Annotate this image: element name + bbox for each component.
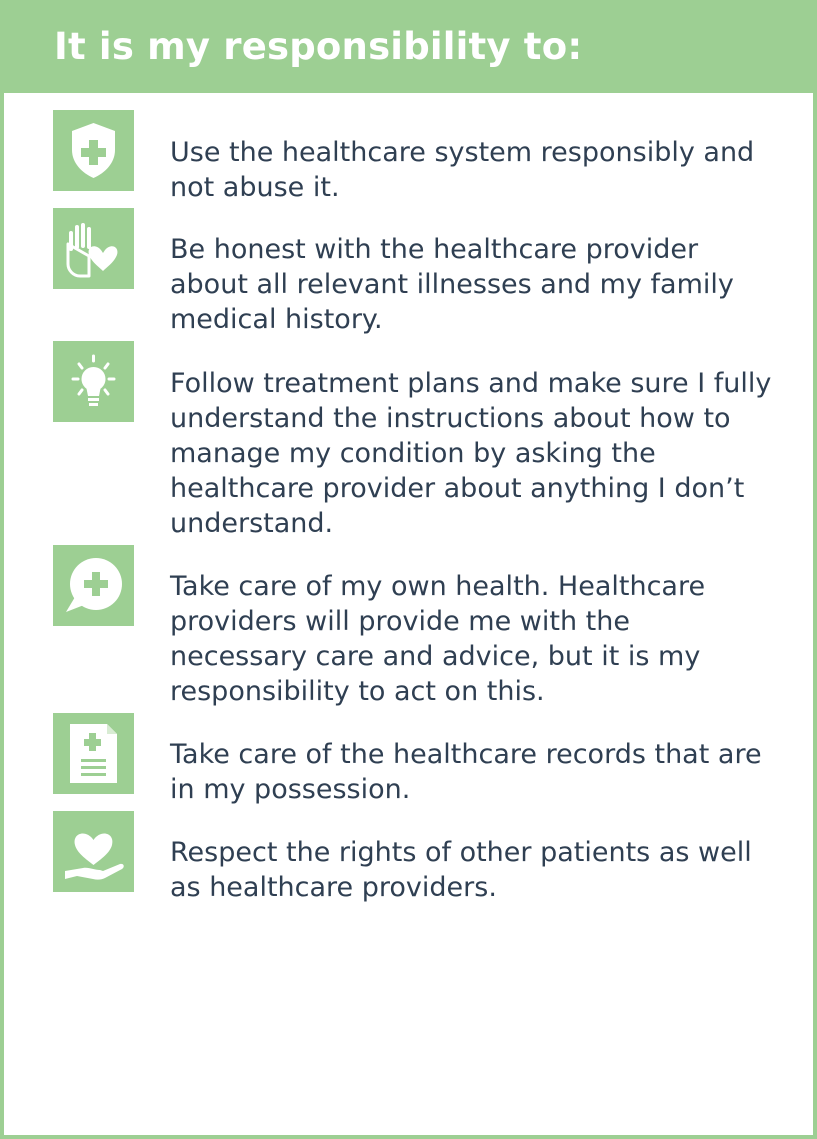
heart-in-hand-icon bbox=[53, 811, 134, 892]
list-item-text: Respect the rights of other patients as well as healthcare providers. bbox=[170, 837, 752, 903]
list-item-text: Take care of my own health. Healthcare providers will provide me with the necessary care and advice, but it is my responsibility to act on this. bbox=[170, 571, 706, 707]
list-item-text: Follow treatment plans and make sure I fully understand the instructions about how to manage my condition by asking the healthcare provider about anything I don’t understand. bbox=[170, 368, 772, 539]
shield-plus-icon bbox=[53, 110, 134, 191]
list-item-text: Use the healthcare system responsibly and not abuse it. bbox=[170, 137, 755, 203]
card-header bbox=[0, 0, 817, 93]
medical-record-icon bbox=[53, 713, 134, 794]
page-title: It is my responsibility to: bbox=[54, 25, 583, 68]
list-item-text: Be honest with the healthcare provider about all relevant illnesses and my family medical history. bbox=[170, 234, 734, 335]
hand-heart-icon bbox=[53, 208, 134, 289]
speech-bubble-plus-icon bbox=[53, 545, 134, 626]
lightbulb-icon bbox=[53, 341, 134, 422]
list-item-text: Take care of the healthcare records that are in my possession. bbox=[170, 739, 762, 805]
